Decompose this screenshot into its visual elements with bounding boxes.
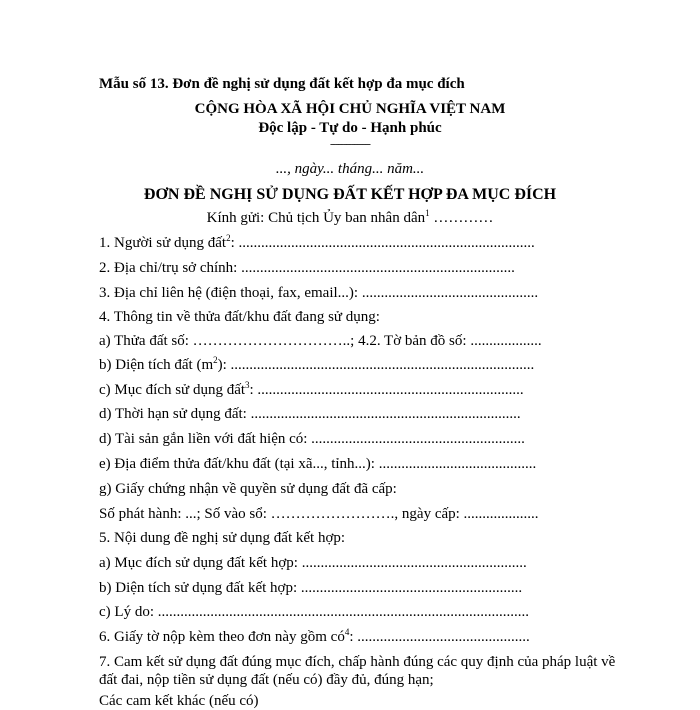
proposal-heading: 5. Nội dung đề nghị sử dụng đất kết hợp: [99,530,346,546]
land-info-heading: 4. Thông tin về thửa đất/khu đất đang sử dụng: [99,309,380,325]
recipient-blank: ………… [429,210,494,226]
area-label: b) Diện tích đất (m [99,357,214,373]
country-name: CỘNG HÒA XÃ HỘI CHỦ NGHĨA VIỆT NAM [194,101,506,117]
superscript: 2 [213,355,218,365]
certificate-heading: g) Giấy chứng nhận về quyền sử dụng đất đã cấp: [99,481,397,497]
area-blank: ): ................................................................................. [217,357,535,373]
national-motto: Độc lập - Tự do - Hạnh phúc [258,120,442,136]
recipient-line [0,210,700,227]
footnote-marker: 4 [344,627,350,637]
address-line: 2. Địa chỉ/trụ sở chính: ......................................................................... [99,260,515,276]
commitment-line-2: đất đai, nộp tiền sử dụng đất (nếu có) đầy đủ, đúng hạn; [99,672,434,688]
footnote-marker: 3 [245,380,250,390]
other-commitments-line: Các cam kết khác (nếu có) [99,693,259,709]
date-line: ..., ngày... tháng... năm... [275,161,425,177]
contact-line: 3. Địa chỉ liên hệ (điện thoại, fax, email...): ............................................... [99,285,539,301]
plot-number-line: a) Thửa đất số: …………………………..; 4.2. Tờ bản đồ số: ................... [99,333,542,349]
applicant-line [99,235,535,252]
attachments-blank: : .............................................. [349,629,530,645]
form-title: ĐƠN ĐỀ NGHỊ SỬ DỤNG ĐẤT KẾT HỢP ĐA MỤC ĐÍCH [143,186,557,203]
footnote-marker: 1 [425,208,430,218]
commitment-line-1: 7. Cam kết sử dụng đất đúng mục đích, chấp hành đúng các quy định của pháp luật về [99,654,616,670]
certificate-details-line: Số phát hành: ...; Số vào sổ: ……………………., ngày cấp: .................... [99,506,539,522]
purpose-line [99,382,524,399]
recipient-text: Kính gửi: Chủ tịch Ủy ban nhân dân [206,210,426,226]
motto-separator: --------------- [330,138,370,150]
combined-area-line: b) Diện tích sử dụng đất kết hợp: ........................................................... [99,580,523,596]
attachments-label: 6. Giấy tờ nộp kèm theo đơn này gồm có [99,629,345,645]
attachments-line [99,629,530,646]
applicant-label: 1. Người sử dụng đất [99,235,227,251]
location-line: e) Địa điểm thửa đất/khu đất (tại xã..., tỉnh...): .......................................... [99,456,537,472]
applicant-blank: : ............................................................................... [230,235,535,251]
assets-line: d) Tài sản gắn liền với đất hiện có: ......................................................... [99,431,525,447]
form-label: Mẫu số 13. Đơn đề nghị sử dụng đất kết hợp đa mục đích [99,76,465,92]
duration-line: d) Thời hạn sử dụng đất: ........................................................................ [99,406,521,422]
purpose-label: c) Mục đích sử dụng đất [99,382,246,398]
combined-purpose-line: a) Mục đích sử dụng đất kết hợp: ............................................................ [99,555,527,571]
purpose-blank: : ....................................................................... [249,382,524,398]
reason-line: c) Lý do: ................................................................................................... [99,604,529,620]
footnote-marker: 2 [226,233,231,243]
area-line [99,357,534,374]
